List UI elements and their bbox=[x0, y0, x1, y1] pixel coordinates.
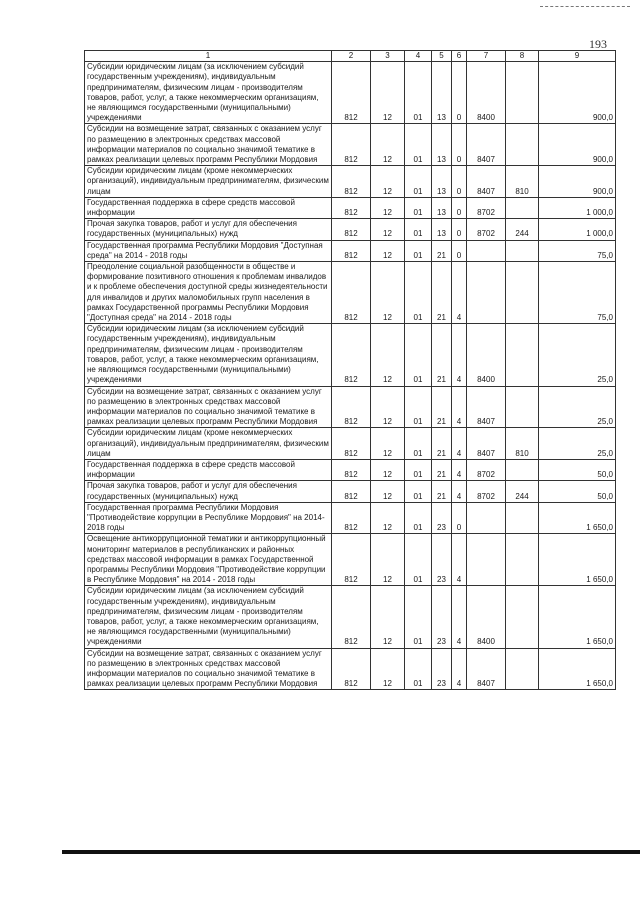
table-row bbox=[85, 219, 616, 240]
cell-description: Субсидии на возмещение затрат, связанных с оказанием услуг по размещению в электронных средствах массовой информации материалов по социально значимой тематике в рамках реализации целевых программ Республики Мордовия bbox=[85, 386, 332, 428]
cell-amount: 25,0 bbox=[539, 324, 616, 386]
cell-target-item: 8407 bbox=[467, 648, 506, 690]
cell-section: 12 bbox=[371, 197, 405, 218]
cell-subprogram: 4 bbox=[452, 481, 467, 502]
cell-target-item bbox=[467, 240, 506, 261]
cell-target-item: 8407 bbox=[467, 386, 506, 428]
cell-expense-type: 810 bbox=[506, 166, 539, 198]
cell-program: 21 bbox=[432, 386, 452, 428]
cell-subsection: 01 bbox=[405, 648, 432, 690]
cell-subsection: 01 bbox=[405, 534, 432, 586]
table-row bbox=[85, 534, 616, 586]
table-row bbox=[85, 124, 616, 166]
cell-amount: 1 000,0 bbox=[539, 197, 616, 218]
table-row bbox=[85, 586, 616, 648]
budget-table bbox=[84, 50, 616, 690]
cell-expense-type bbox=[506, 534, 539, 586]
cell-subsection: 01 bbox=[405, 586, 432, 648]
cell-subprogram: 0 bbox=[452, 197, 467, 218]
cell-amount: 50,0 bbox=[539, 481, 616, 502]
cell-ministry-code: 812 bbox=[332, 428, 371, 460]
header-col-1: 1 bbox=[85, 51, 332, 62]
cell-expense-type bbox=[506, 240, 539, 261]
cell-expense-type bbox=[506, 62, 539, 124]
cell-target-item: 8400 bbox=[467, 324, 506, 386]
cell-expense-type bbox=[506, 586, 539, 648]
cell-description: Освещение антикоррупционной тематики и антикоррупционный мониторинг материалов в республиканских и районных средствах массовой информации в рамках Государственной программы Республики Мордовия "Противодействие коррупции в Республике Мордовия" на 2014 - 2018 годы bbox=[85, 534, 332, 586]
cell-section: 12 bbox=[371, 481, 405, 502]
cell-target-item: 8702 bbox=[467, 197, 506, 218]
cell-description: Субсидии юридическим лицам (за исключением субсидий государственным учреждениям), индивидуальным предпринимателям, физическим лицам - производителям товаров, работ, услуг, а также некоммерческим организациям, не являющимся государственными (муниципальными) учреждениями bbox=[85, 324, 332, 386]
cell-amount: 25,0 bbox=[539, 428, 616, 460]
cell-ministry-code: 812 bbox=[332, 481, 371, 502]
cell-section: 12 bbox=[371, 386, 405, 428]
table-row bbox=[85, 62, 616, 124]
cell-description: Государственная поддержка в сфере средств массовой информации bbox=[85, 459, 332, 480]
cell-section: 12 bbox=[371, 62, 405, 124]
cell-section: 12 bbox=[371, 428, 405, 460]
cell-program: 21 bbox=[432, 324, 452, 386]
cell-subprogram: 0 bbox=[452, 219, 467, 240]
cell-program: 13 bbox=[432, 62, 452, 124]
cell-program: 21 bbox=[432, 428, 452, 460]
cell-description: Субсидии юридическим лицам (за исключением субсидий государственным учреждениям), индивидуальным предпринимателям, физическим лицам - производителям товаров, работ, услуг, а также некоммерческим организациям, не являющимся государственными (муниципальными) учреждениями bbox=[85, 586, 332, 648]
header-col-6: 6 bbox=[452, 51, 467, 62]
cell-description: Государственная программа Республики Мордовия "Противодействие коррупции в Республике Мордовия" на 2014-2018 годы bbox=[85, 502, 332, 534]
cell-ministry-code: 812 bbox=[332, 262, 371, 324]
cell-program: 21 bbox=[432, 240, 452, 261]
header-col-9: 9 bbox=[539, 51, 616, 62]
cell-expense-type: 244 bbox=[506, 219, 539, 240]
cell-subprogram: 0 bbox=[452, 124, 467, 166]
cell-subprogram: 0 bbox=[452, 166, 467, 198]
table-row bbox=[85, 324, 616, 386]
cell-program: 21 bbox=[432, 481, 452, 502]
cell-ministry-code: 812 bbox=[332, 586, 371, 648]
cell-amount: 1 000,0 bbox=[539, 219, 616, 240]
header-col-5: 5 bbox=[432, 51, 452, 62]
cell-section: 12 bbox=[371, 262, 405, 324]
cell-target-item bbox=[467, 502, 506, 534]
table-row bbox=[85, 648, 616, 690]
cell-section: 12 bbox=[371, 648, 405, 690]
cell-subsection: 01 bbox=[405, 62, 432, 124]
cell-subsection: 01 bbox=[405, 197, 432, 218]
cell-amount: 25,0 bbox=[539, 386, 616, 428]
cell-subprogram: 4 bbox=[452, 386, 467, 428]
cell-subsection: 01 bbox=[405, 502, 432, 534]
header-col-3: 3 bbox=[371, 51, 405, 62]
cell-program: 23 bbox=[432, 534, 452, 586]
cell-description: Преодоление социальной разобщенности в обществе и формирование позитивного отношения к проблемам инвалидов и к проблеме обеспечения доступной среды жизнедеятельности для инвалидов и других маломобильных групп населения в рамках Государственной программы Республики Мордовия "Доступная среда" на 2014 - 2018 годы bbox=[85, 262, 332, 324]
cell-ministry-code: 812 bbox=[332, 534, 371, 586]
cell-subsection: 01 bbox=[405, 262, 432, 324]
cell-subsection: 01 bbox=[405, 166, 432, 198]
cell-description: Субсидии на возмещение затрат, связанных с оказанием услуг по размещению в электронных средствах массовой информации материалов по социально значимой тематике в рамках реализации целевых программ Республики Мордовия bbox=[85, 124, 332, 166]
cell-target-item: 8702 bbox=[467, 481, 506, 502]
cell-target-item bbox=[467, 262, 506, 324]
cell-expense-type bbox=[506, 124, 539, 166]
cell-subsection: 01 bbox=[405, 386, 432, 428]
table-row bbox=[85, 166, 616, 198]
table-row bbox=[85, 240, 616, 261]
scan-edge-bar bbox=[62, 850, 640, 854]
cell-program: 13 bbox=[432, 166, 452, 198]
cell-target-item: 8407 bbox=[467, 124, 506, 166]
cell-subprogram: 4 bbox=[452, 534, 467, 586]
cell-program: 13 bbox=[432, 124, 452, 166]
cell-ministry-code: 812 bbox=[332, 197, 371, 218]
cell-section: 12 bbox=[371, 166, 405, 198]
cell-ministry-code: 812 bbox=[332, 124, 371, 166]
cell-program: 23 bbox=[432, 648, 452, 690]
cell-ministry-code: 812 bbox=[332, 502, 371, 534]
cell-section: 12 bbox=[371, 459, 405, 480]
cell-description: Субсидии юридическим лицам (кроме некоммерческих организаций), индивидуальным предпринимателям, физическим лицам bbox=[85, 428, 332, 460]
cell-expense-type bbox=[506, 386, 539, 428]
cell-subprogram: 4 bbox=[452, 324, 467, 386]
cell-amount: 50,0 bbox=[539, 459, 616, 480]
cell-amount: 900,0 bbox=[539, 62, 616, 124]
cell-subprogram: 0 bbox=[452, 240, 467, 261]
cell-subsection: 01 bbox=[405, 124, 432, 166]
cell-description: Государственная поддержка в сфере средств массовой информации bbox=[85, 197, 332, 218]
table-row bbox=[85, 459, 616, 480]
cell-amount: 1 650,0 bbox=[539, 648, 616, 690]
cell-section: 12 bbox=[371, 124, 405, 166]
cell-expense-type bbox=[506, 459, 539, 480]
table-row bbox=[85, 262, 616, 324]
cell-program: 23 bbox=[432, 586, 452, 648]
cell-target-item: 8702 bbox=[467, 459, 506, 480]
table-row bbox=[85, 386, 616, 428]
cell-program: 21 bbox=[432, 262, 452, 324]
cell-program: 23 bbox=[432, 502, 452, 534]
cell-ministry-code: 812 bbox=[332, 324, 371, 386]
header-row bbox=[85, 51, 616, 62]
cell-subsection: 01 bbox=[405, 481, 432, 502]
cell-expense-type: 810 bbox=[506, 428, 539, 460]
cell-subprogram: 0 bbox=[452, 502, 467, 534]
cell-section: 12 bbox=[371, 502, 405, 534]
cell-amount: 75,0 bbox=[539, 262, 616, 324]
cell-subsection: 01 bbox=[405, 428, 432, 460]
cell-expense-type bbox=[506, 262, 539, 324]
cell-target-item: 8407 bbox=[467, 166, 506, 198]
header-col-7: 7 bbox=[467, 51, 506, 62]
cell-subsection: 01 bbox=[405, 459, 432, 480]
cell-ministry-code: 812 bbox=[332, 62, 371, 124]
cell-expense-type bbox=[506, 502, 539, 534]
table-row bbox=[85, 197, 616, 218]
table-row bbox=[85, 502, 616, 534]
cell-expense-type bbox=[506, 648, 539, 690]
cell-subsection: 01 bbox=[405, 324, 432, 386]
cell-subprogram: 0 bbox=[452, 62, 467, 124]
cell-amount: 900,0 bbox=[539, 166, 616, 198]
cell-program: 13 bbox=[432, 219, 452, 240]
cell-target-item: 8702 bbox=[467, 219, 506, 240]
cell-ministry-code: 812 bbox=[332, 166, 371, 198]
cell-description: Субсидии юридическим лицам (за исключением субсидий государственным учреждениям), индивидуальным предпринимателям, физическим лицам - производителям товаров, работ, услуг, а также некоммерческим организациям, не являющимся государственными (муниципальными) учреждениями bbox=[85, 62, 332, 124]
cell-subprogram: 4 bbox=[452, 459, 467, 480]
header-col-8: 8 bbox=[506, 51, 539, 62]
cell-subprogram: 4 bbox=[452, 586, 467, 648]
header-col-4: 4 bbox=[405, 51, 432, 62]
table-body bbox=[85, 62, 616, 690]
cell-ministry-code: 812 bbox=[332, 219, 371, 240]
cell-description: Государственная программа Республики Мордовия "Доступная среда" на 2014 - 2018 годы bbox=[85, 240, 332, 261]
cell-ministry-code: 812 bbox=[332, 386, 371, 428]
cell-expense-type bbox=[506, 324, 539, 386]
cell-description: Субсидии юридическим лицам (кроме некоммерческих организаций), индивидуальным предпринимателям, физическим лицам bbox=[85, 166, 332, 198]
cell-section: 12 bbox=[371, 240, 405, 261]
cell-target-item: 8407 bbox=[467, 428, 506, 460]
cell-description: Прочая закупка товаров, работ и услуг для обеспечения государственных (муниципальных) нужд bbox=[85, 219, 332, 240]
cell-amount: 1 650,0 bbox=[539, 586, 616, 648]
table-row bbox=[85, 428, 616, 460]
cell-program: 21 bbox=[432, 459, 452, 480]
cell-expense-type: 244 bbox=[506, 481, 539, 502]
cell-subprogram: 4 bbox=[452, 428, 467, 460]
cell-ministry-code: 812 bbox=[332, 240, 371, 261]
cell-subprogram: 4 bbox=[452, 262, 467, 324]
header-col-2: 2 bbox=[332, 51, 371, 62]
cell-subsection: 01 bbox=[405, 240, 432, 261]
cell-section: 12 bbox=[371, 586, 405, 648]
cell-subsection: 01 bbox=[405, 219, 432, 240]
cell-section: 12 bbox=[371, 219, 405, 240]
page-number: 193 bbox=[589, 37, 607, 51]
cell-amount: 75,0 bbox=[539, 240, 616, 261]
cell-expense-type bbox=[506, 197, 539, 218]
cell-program: 13 bbox=[432, 197, 452, 218]
cell-amount: 1 650,0 bbox=[539, 534, 616, 586]
cell-description: Прочая закупка товаров, работ и услуг для обеспечения государственных (муниципальных) нужд bbox=[85, 481, 332, 502]
cell-ministry-code: 812 bbox=[332, 459, 371, 480]
cell-amount: 1 650,0 bbox=[539, 502, 616, 534]
cell-description: Субсидии на возмещение затрат, связанных с оказанием услуг по размещению в электронных средствах массовой информации материалов по социально значимой тематике в рамках реализации целевых программ Республики Мордовия bbox=[85, 648, 332, 690]
cell-section: 12 bbox=[371, 324, 405, 386]
cell-ministry-code: 812 bbox=[332, 648, 371, 690]
table-row bbox=[85, 481, 616, 502]
cell-target-item bbox=[467, 534, 506, 586]
cell-amount: 900,0 bbox=[539, 124, 616, 166]
cell-section: 12 bbox=[371, 534, 405, 586]
cell-target-item: 8400 bbox=[467, 586, 506, 648]
cell-subprogram: 4 bbox=[452, 648, 467, 690]
cell-target-item: 8400 bbox=[467, 62, 506, 124]
top-divider bbox=[540, 6, 630, 7]
